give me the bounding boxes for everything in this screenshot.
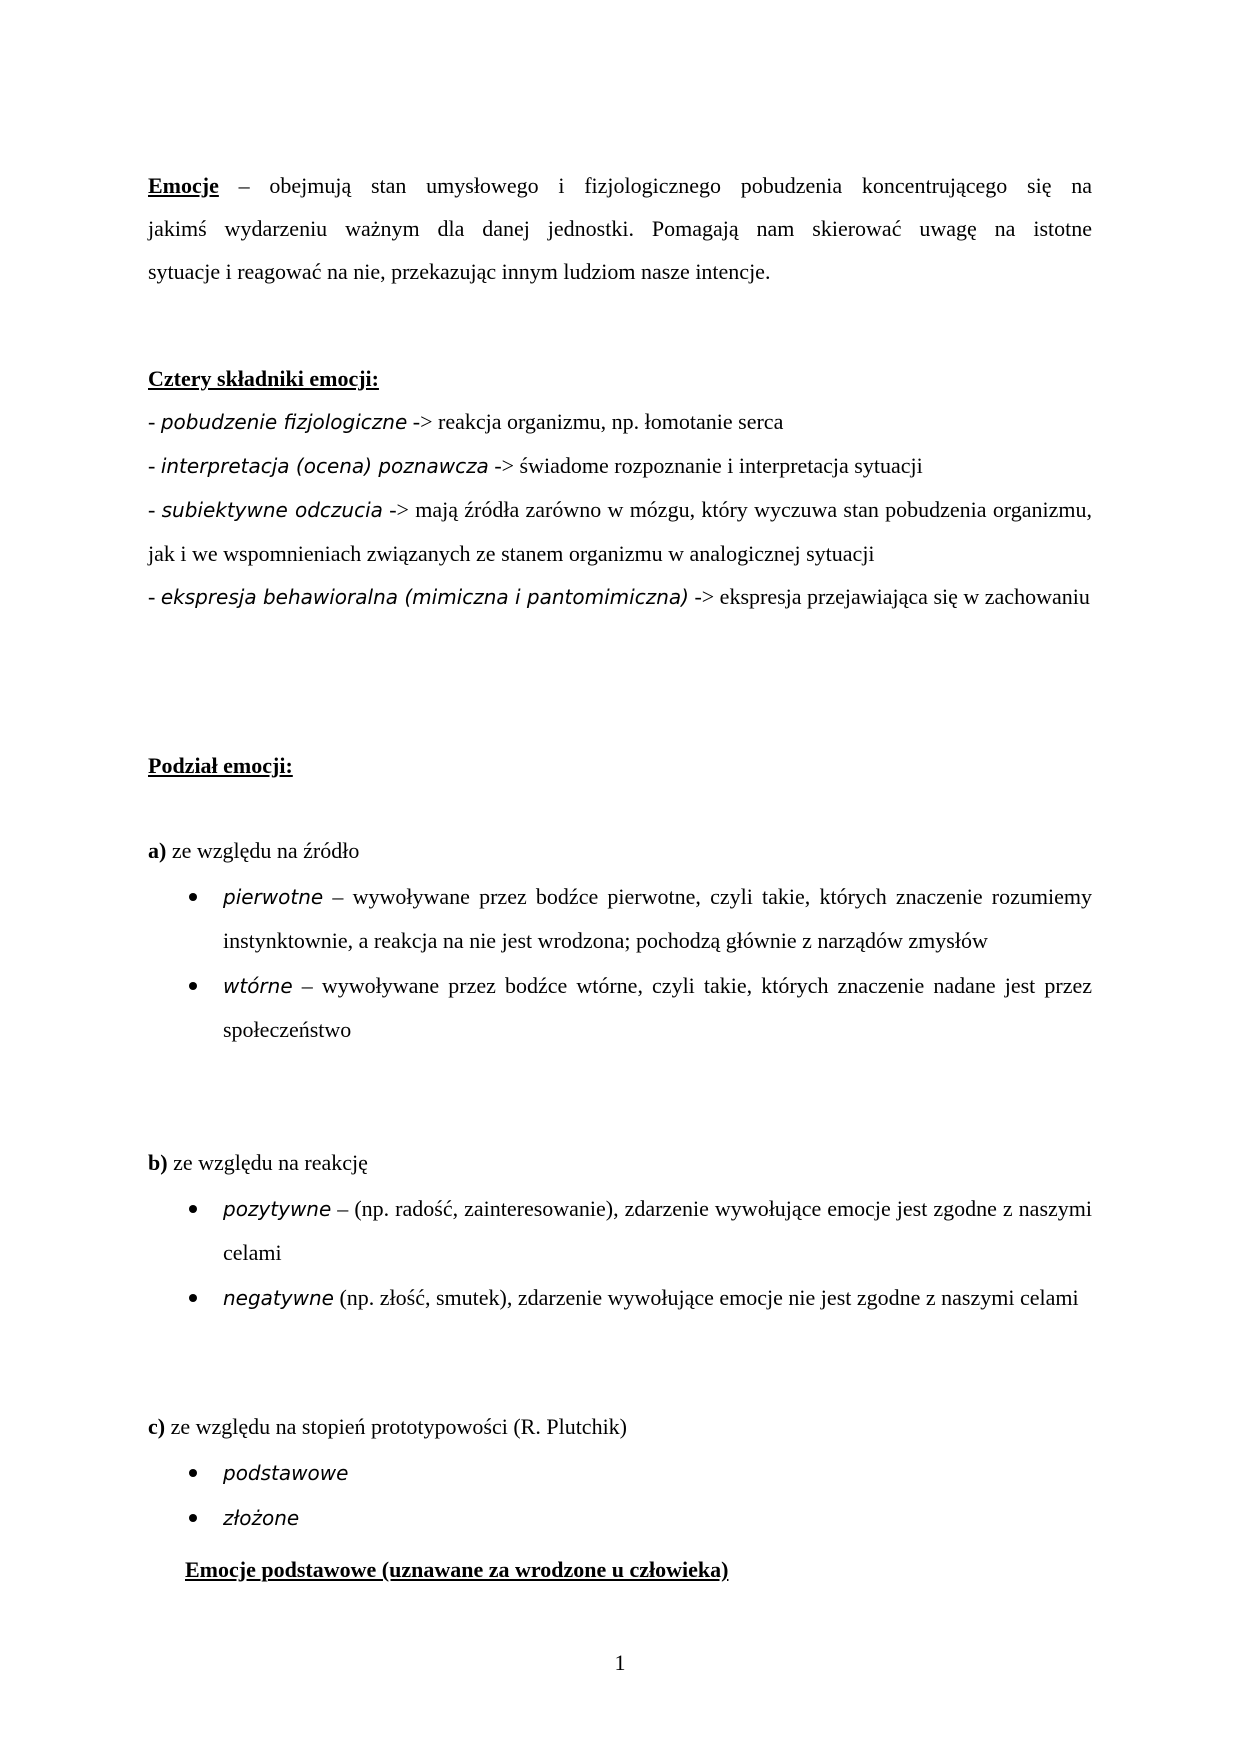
component-term: interpretacja (ocena) poznawcza	[160, 454, 489, 478]
intro-line-3: sytuacje i reagować na nie, przekazując innym ludziom nasze intencje.	[148, 259, 771, 284]
intro-term: Emocje	[148, 173, 219, 198]
bullet-icon	[189, 1514, 197, 1522]
component-term: ekspresja behawioralna (mimiczna i pantomimiczna)	[160, 585, 689, 609]
section-b-title: b) ze względu na reakcję	[148, 1150, 368, 1175]
bullet-icon	[189, 893, 197, 901]
intro-line-2: jakimś wydarzeniu ważnym dla danej jednostki. Pomagają nam skierować uwagę na istotne	[148, 216, 1092, 241]
section-a-list	[148, 875, 1092, 1053]
component-term: subiektywne odczucia	[161, 498, 383, 522]
division-heading: Podział emocji:	[148, 753, 293, 778]
list-item: złożone	[148, 1496, 1092, 1540]
component-item: - subiektywne odczucia -> mają źródła zarówno w mózgu, który wyczuwa stan pobudzenia organizmu, jak i we wspomnieniach związanych ze stanem organizmu w analogicznej sytuacji	[148, 497, 1093, 566]
component-item: - interpretacja (ocena) poznawcza -> świadome rozpoznanie i interpretacja sytuacji	[148, 453, 923, 478]
list-item: podstawowe	[148, 1451, 1092, 1495]
bullet-icon	[189, 982, 197, 990]
section-b-list	[148, 1187, 1092, 1321]
components-heading: Cztery składniki emocji:	[148, 366, 379, 391]
page-number: 1	[614, 1650, 626, 1675]
intro-paragraph	[148, 164, 1092, 293]
list-item: pozytywne – (np. radość, zainteresowanie), zdarzenie wywołujące emocje jest zgodne z naszymi celami	[148, 1187, 1092, 1275]
intro-line-1: Emocje – obejmują stan umysłowego i fizjologicznego pobudzenia koncentrującego się na	[148, 173, 1092, 198]
list-item: negatywne (np. złość, smutek), zdarzenie wywołujące emocje nie jest zgodne z naszymi celami	[148, 1276, 1092, 1320]
component-item: - ekspresja behawioralna (mimiczna i pantomimiczna) -> ekspresja przejawiająca się w zachowaniu	[148, 584, 1090, 609]
components-list	[148, 400, 1092, 619]
list-item: pierwotne – wywoływane przez bodźce pierwotne, czyli takie, których znaczenie rozumiemy instynktownie, a reakcja na nie jest wrodzona; pochodzą głównie z narządów zmysłów	[148, 875, 1092, 963]
list-item: wtórne – wywoływane przez bodźce wtórne, czyli takie, których znaczenie nadane jest przez społeczeństwo	[148, 964, 1092, 1052]
basic-emotions-subheading: Emocje podstawowe (uznawane za wrodzone u człowieka)	[185, 1557, 729, 1582]
section-c-list	[148, 1451, 1092, 1541]
bullet-icon	[189, 1469, 197, 1477]
bullet-icon	[189, 1294, 197, 1302]
component-term: pobudzenie fizjologiczne	[160, 410, 408, 434]
component-item: - pobudzenie fizjologiczne -> reakcja organizmu, np. łomotanie serca	[148, 409, 784, 434]
section-c-title: c) ze względu na stopień prototypowości (R. Plutchik)	[148, 1414, 628, 1439]
section-a-title: a) ze względu na źródło	[148, 838, 360, 863]
bullet-icon	[189, 1205, 197, 1213]
